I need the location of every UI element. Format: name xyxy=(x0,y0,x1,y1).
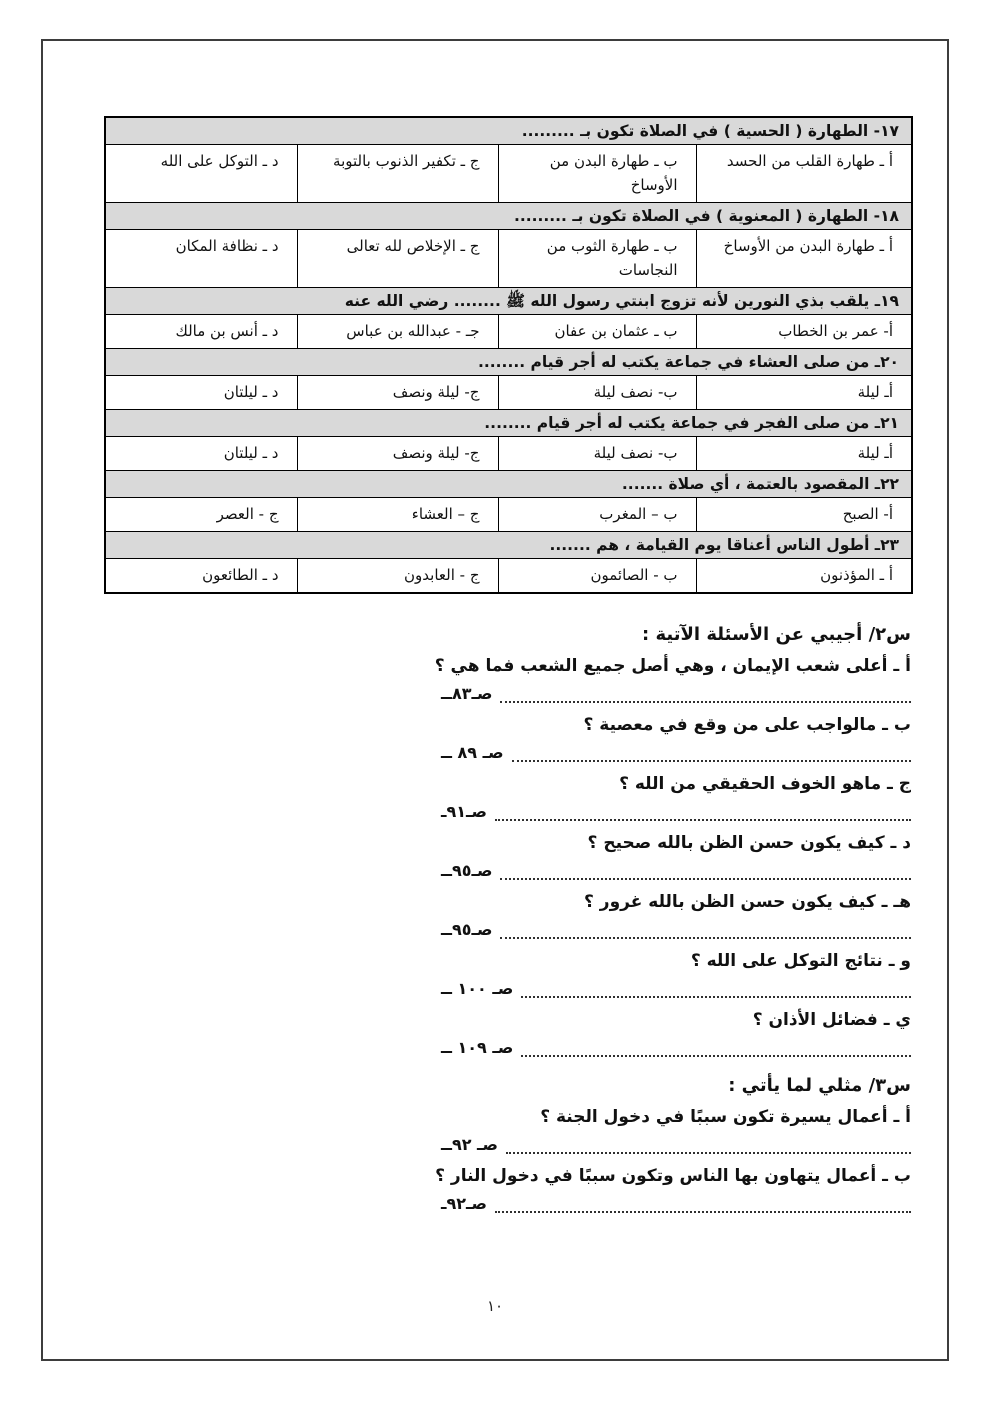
page-reference: صـ٨٣ــ xyxy=(441,684,493,703)
essay-item xyxy=(36,1008,911,1057)
page-reference: صـ٩٥ــ xyxy=(441,920,493,939)
mcq-option-cell: ب - الصائمون xyxy=(498,559,696,594)
answer-blank xyxy=(441,862,911,880)
section-2-title: س٢/ أجيبي عن الأسئلة الآتية : xyxy=(642,624,911,645)
mcq-option-cell: ج - العصر xyxy=(105,498,297,532)
mcq-option-cell: أ- عمر بن الخطاب xyxy=(696,315,912,349)
mcq-question-row xyxy=(105,288,912,315)
answer-dots-line xyxy=(500,865,911,880)
essay-question: ج ـ ماهو الخوف الحقيقي من الله ؟ xyxy=(619,774,911,794)
essay-item xyxy=(36,831,911,880)
essay-question: ي ـ فضائل الأذان ؟ xyxy=(752,1010,911,1030)
essay-section-2 xyxy=(36,654,911,1057)
mcq-question-cell: ٢١ـ من صلى الفجر في جماعة يكتب له أجر قيام ........ xyxy=(105,410,912,437)
mcq-options-row xyxy=(105,498,912,532)
page-number: ١٠ xyxy=(486,1297,504,1315)
answer-blank xyxy=(441,1195,911,1213)
answer-blank xyxy=(441,1039,911,1057)
mcq-question-cell: ١٧- الطهارة ( الحسية ) في الصلاة تكون بـ ......... xyxy=(105,117,912,145)
answer-dots-line xyxy=(500,688,911,703)
mcq-question-cell: ١٩ـ يلقب بذي النورين لأنه تزوج ابنتي رسول الله ﷺ ........ رضي الله عنه xyxy=(105,288,912,315)
mcq-option-cell: د ـ الطائعون xyxy=(105,559,297,594)
mcq-question-row xyxy=(105,117,912,145)
mcq-option-cell: د ـ ليلتان xyxy=(105,376,297,410)
answer-blank xyxy=(441,921,911,939)
answer-dots-line xyxy=(521,983,911,998)
page-reference: صـ ٨٩ ــ xyxy=(441,743,504,762)
mcq-option-cell: د ـ أنس بن مالك xyxy=(105,315,297,349)
essay-item xyxy=(36,713,911,762)
answer-blank xyxy=(441,685,911,703)
mcq-question-cell: ٢٢ـ المقصود بالعتمة ، أي صلاة ....... xyxy=(105,471,912,498)
mcq-option-cell: ب – المغرب xyxy=(498,498,696,532)
mcq-option-cell: ج ـ تكفير الذنوب بالتوبة xyxy=(297,145,498,203)
answer-dots-line xyxy=(512,747,911,762)
mcq-option-cell: ج - العابدون xyxy=(297,559,498,594)
essay-item xyxy=(36,772,911,821)
mcq-options-row xyxy=(105,376,912,410)
answer-dots-line xyxy=(506,1139,911,1154)
answer-dots-line xyxy=(495,1198,911,1213)
answer-dots-line xyxy=(495,806,911,821)
mcq-question-row xyxy=(105,532,912,559)
essay-question: هـ ـ كيف يكون حسن الظن بالله غرور ؟ xyxy=(584,892,911,912)
answer-dots-line xyxy=(521,1042,911,1057)
mcq-options-row xyxy=(105,437,912,471)
mcq-question-row xyxy=(105,471,912,498)
mcq-question-row xyxy=(105,349,912,376)
essay-item xyxy=(36,949,911,998)
essay-item xyxy=(36,890,911,939)
answer-blank xyxy=(441,803,911,821)
mcq-option-cell: أ ـ طهارة القلب من الحسد xyxy=(696,145,912,203)
mcq-option-cell: أـ ليلة xyxy=(696,376,912,410)
mcq-option-cell: ب ـ عثمان بن عفان xyxy=(498,315,696,349)
section-3-title: س٣/ مثلي لما يأتي : xyxy=(728,1075,911,1096)
mcq-option-cell: أ ـ المؤذنون xyxy=(696,559,912,594)
essay-area xyxy=(36,622,911,1223)
mcq-option-cell: جـ - عبدالله بن عباس xyxy=(297,315,498,349)
mcq-option-cell: أـ ليلة xyxy=(696,437,912,471)
page-reference: صـ٩٥ــ xyxy=(441,861,493,880)
essay-question: أ ـ أعلى شعب الإيمان ، وهي أصل جميع الشعب فما هي ؟ xyxy=(434,656,911,676)
answer-dots-line xyxy=(500,924,911,939)
mcq-option-cell: أ- الصبح xyxy=(696,498,912,532)
page-border-frame xyxy=(41,39,949,1361)
mcq-question-row xyxy=(105,410,912,437)
page-reference: صـ ١٠٠ ــ xyxy=(441,979,514,998)
mcq-table-body xyxy=(105,117,912,593)
essay-question: ب ـ مالواجب على من وقع في معصية ؟ xyxy=(583,715,911,735)
essay-question: ب ـ أعمال يتهاون بها الناس وتكون سببًا في دخول النار ؟ xyxy=(435,1166,911,1186)
page-reference: صـ ١٠٩ ــ xyxy=(441,1038,514,1057)
mcq-option-cell: ب- نصف ليلة xyxy=(498,376,696,410)
mcq-option-cell: ج – العشاء xyxy=(297,498,498,532)
mcq-option-cell: د ـ ليلتان xyxy=(105,437,297,471)
essay-question: و ـ نتائج التوكل على الله ؟ xyxy=(690,951,911,971)
essay-question: أ ـ أعمال يسيرة تكون سببًا في دخول الجنة ؟ xyxy=(540,1107,911,1127)
mcq-question-cell: ١٨- الطهارة ( المعنوية ) في الصلاة تكون بـ ......... xyxy=(105,203,912,230)
mcq-option-cell: ج- ليلة ونصف xyxy=(297,376,498,410)
mcq-option-cell: ج ـ الإخلاص لله تعالى xyxy=(297,230,498,288)
page-reference: صـ ٩٢ــ xyxy=(441,1135,498,1154)
mcq-option-cell: أ ـ طهارة البدن من الأوساخ xyxy=(696,230,912,288)
mcq-option-cell: ب ـ طهارة البدن من الأوساخ xyxy=(498,145,696,203)
answer-blank xyxy=(441,744,911,762)
page-reference: صـ٩٢ـ xyxy=(441,1194,487,1213)
page-reference: صـ٩١ـ xyxy=(441,802,487,821)
mcq-options-row xyxy=(105,559,912,594)
essay-question: د ـ كيف يكون حسن الظن بالله صحيح ؟ xyxy=(587,833,911,853)
mcq-option-cell: د ـ نظافة المكان xyxy=(105,230,297,288)
essay-item xyxy=(36,654,911,703)
mcq-question-cell: ٢٠ـ من صلى العشاء في جماعة يكتب له أجر قيام ........ xyxy=(105,349,912,376)
mcq-option-cell: ب- نصف ليلة xyxy=(498,437,696,471)
answer-blank xyxy=(441,1136,911,1154)
mcq-option-cell: ج- ليلة ونصف xyxy=(297,437,498,471)
mcq-question-row xyxy=(105,203,912,230)
essay-section-3 xyxy=(36,1105,911,1213)
mcq-options-row xyxy=(105,230,912,288)
essay-item xyxy=(36,1164,911,1213)
essay-item xyxy=(36,1105,911,1154)
mcq-options-row xyxy=(105,315,912,349)
mcq-question-cell: ٢٣ـ أطول الناس أعناقا يوم القيامة ، هم ....... xyxy=(105,532,912,559)
mcq-option-cell: ب ـ طهارة الثوب من النجاسات xyxy=(498,230,696,288)
mcq-options-row xyxy=(105,145,912,203)
mcq-option-cell: د ـ التوكل على الله xyxy=(105,145,297,203)
answer-blank xyxy=(441,980,911,998)
mcq-table xyxy=(104,116,913,594)
